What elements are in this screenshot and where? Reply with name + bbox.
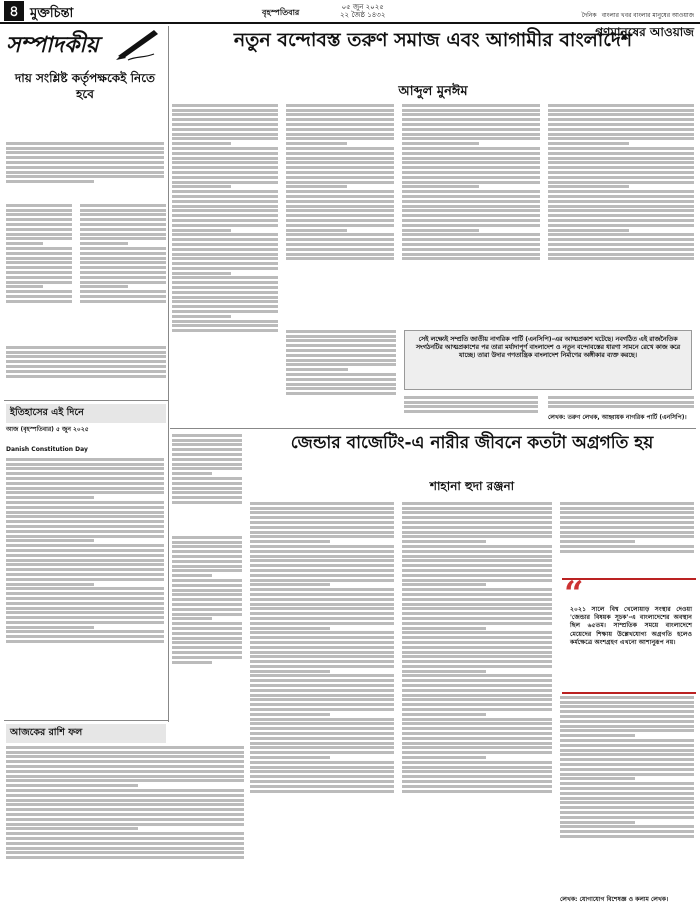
gender-article-author: শাহানা হুদা রঞ্জনা: [429, 479, 515, 493]
main-article-quote-box: সেই লক্ষ্যেই সম্প্রতি জাতীয় নাগরিক পার্টি (এনসিপি)-এর আত্মপ্রকাশ ঘটেছে। নবগঠিত এই রাজনৈতিক সংগঠনটির আত্মপ্রকাশের পর তারা মর্যাদাপূর্ণ বাংলাদেশ ও নতুন বন্দোবস্তের ধারণা সামনে রেখে কাজ করে যাচ্ছে। তারা উদার গণতান্ত্রিক বাংলাদেশ নির্মাণের অঙ্গীকার ব্যক্ত করছে।: [404, 330, 692, 390]
main-article-col-2: [286, 102, 396, 326]
quote-mark-icon: “: [564, 574, 584, 614]
gender-article-byline: লেখক: যোগাযোগ বিশেষজ্ঞ ও কলাম লেখক।: [560, 896, 669, 903]
editorial-box: [6, 26, 164, 136]
gender-article-col-3b: [560, 694, 696, 894]
editorial-text-bottom: [6, 344, 168, 396]
header-day: বৃহস্পতিবার: [262, 8, 300, 17]
editorial-text-top: [6, 140, 166, 200]
brand-small: দৈনিক: [581, 12, 597, 19]
pen-icon: [114, 26, 162, 62]
horoscope-title: আজকের রাশি ফল: [6, 724, 166, 743]
main-article-title: নতুন বন্দোবস্ত তরুণ সমাজ এবং আগামীর বাংলাদেশ: [233, 29, 633, 51]
divider: [4, 720, 168, 721]
divider: [4, 400, 168, 401]
page-header: [0, 0, 700, 39]
editorial-text-right: [80, 202, 168, 342]
editorial-title: সম্পাদকীয়: [6, 32, 99, 58]
header-date-en: ০৫ জুন ২০২৫: [341, 3, 384, 11]
history-list: [6, 456, 166, 718]
brand-tagline: বাংলার খবর বাংলার মানুষের আওয়াজ: [601, 12, 694, 19]
main-article-author: আব্দুল মুনঈম: [398, 84, 468, 99]
history-date: আজ (বৃহস্পতিবার) ৫ জুন ২০২৫: [6, 426, 89, 433]
gender-article-title: জেন্ডার বাজেটিং-এ নারীর জীবনে কতটা অগ্রগতি হয়: [290, 433, 654, 453]
editorial-text-left: [6, 202, 74, 342]
main-article-col-1: [172, 102, 280, 424]
main-article-col-3b: [404, 394, 540, 424]
gender-article-col-3: [560, 500, 696, 576]
section-name: মুক্তচিন্তা: [30, 6, 74, 21]
column-divider: [168, 26, 169, 722]
main-article-col-2b: [286, 328, 398, 424]
history-title: ইতিহাসের এই দিনে: [6, 404, 166, 423]
pull-quote-text: ২০২১ সালে বিশ্ব খেলোয়াড় সংস্থার দেওয়া 'জেন্ডার বিষয়ক সূচক'-এ বাংলাদেশের অবস্থান ছিল ৬৫তম। সাম্প্রতিক সময়ে বাংলাদেশে মেয়েদের শিক্ষায় উল্লেখযোগ্য অগ্রগতি হলেও কর্মক্ষেত্রে অংশগ্রহণ এখনো আশানুরূপ নয়।: [570, 606, 692, 646]
editorial-headline: দায় সংশ্লিষ্ট কর্তৃপক্ষকেই নিতে হবে: [14, 71, 156, 101]
brand-name: গণমানুষের আওয়াজ: [595, 25, 694, 39]
divider: [170, 428, 696, 429]
gender-article-intro: [172, 432, 244, 532]
gender-pull-quote: [562, 574, 696, 694]
main-article-byline: লেখক: তরুণ লেখক, আহ্বায়ক নাগরিক পার্টি (এনসিপি)।: [548, 414, 687, 421]
main-article-col-3: [402, 102, 542, 326]
main-article-col-4b: [548, 394, 696, 416]
page-number: ৪: [4, 1, 24, 21]
horoscope-text: [6, 744, 246, 906]
gender-article-col-0: [172, 534, 244, 718]
gender-article-col-1: [250, 500, 396, 906]
history-subtitle: Danish Constitution Day: [6, 446, 88, 453]
header-date-bn: ২২ জৈষ্ঠ ১৪৩২: [340, 11, 386, 19]
gender-article-col-2: [402, 500, 554, 906]
main-article-col-4: [548, 102, 696, 326]
header-date: [340, 3, 385, 19]
